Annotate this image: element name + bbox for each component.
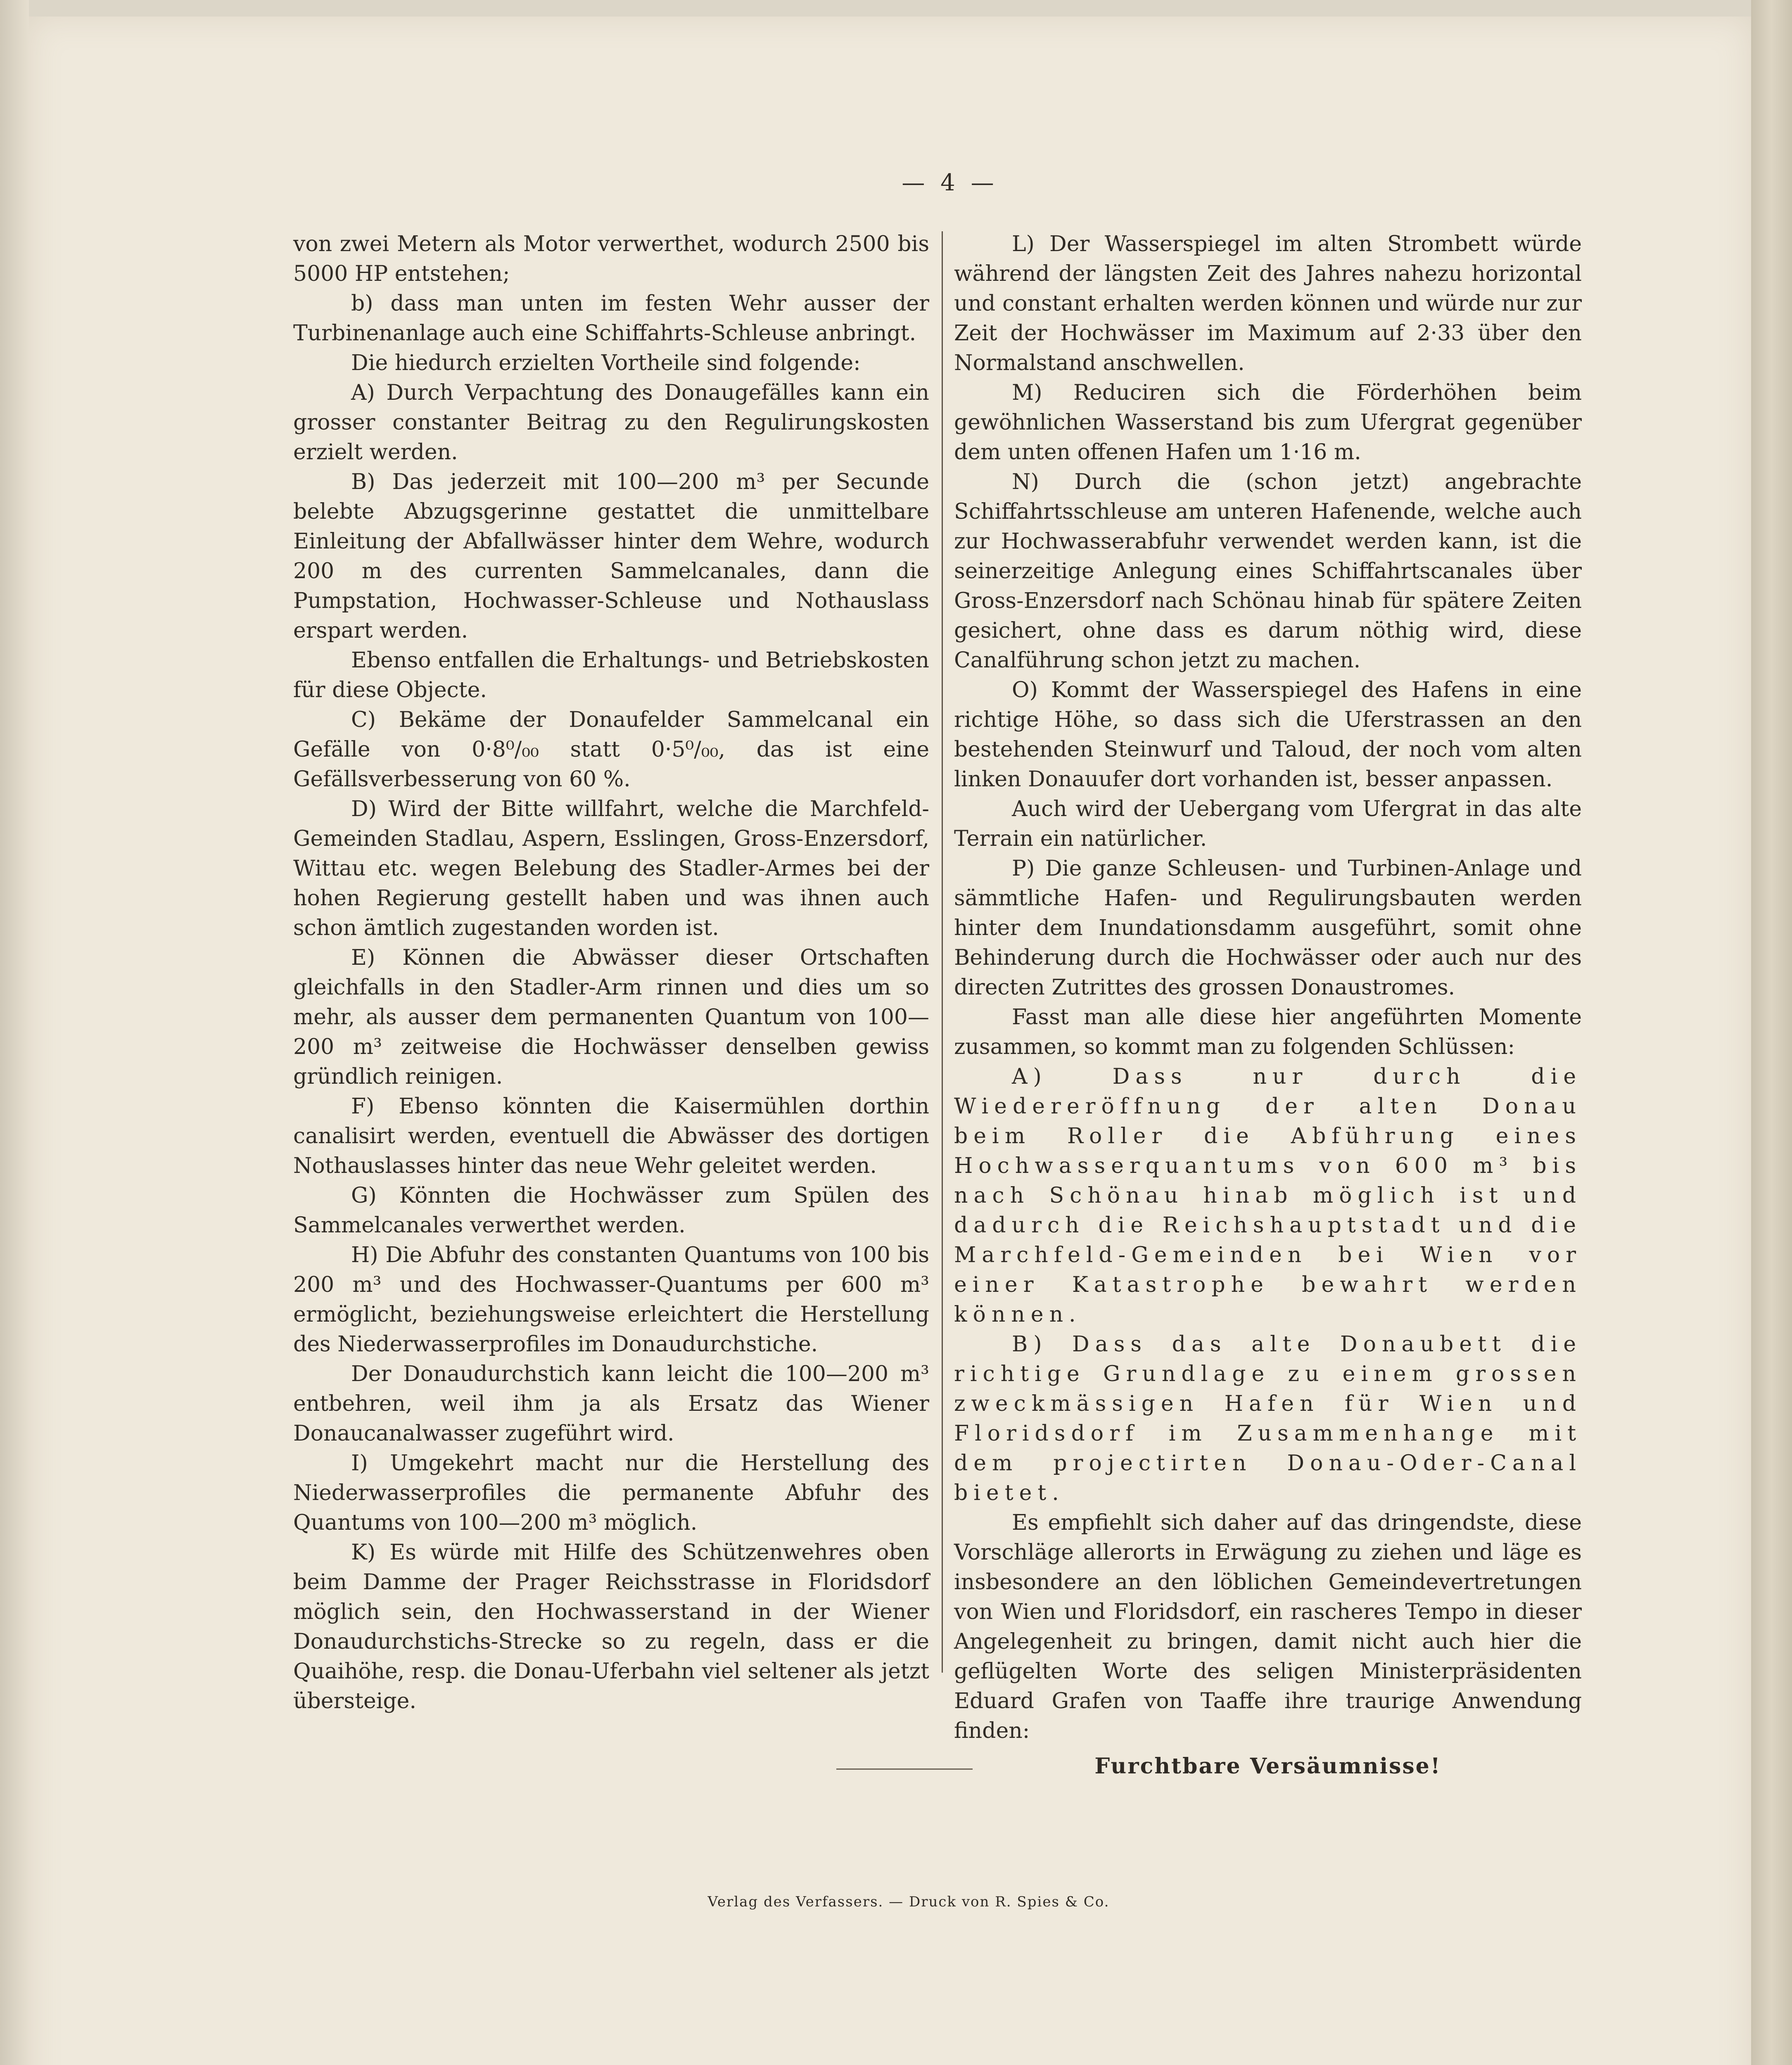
paragraph: B) Das jederzeit mit 100—200 m³ per Secunde belebte Abzugsgerinne gestattet die unmittelbare Einleitung der Abfallwässer hinter dem Wehre, wodurch 200 m des currenten Sammelcanales, dann die Pumpstation, Hochwasser-Schleuse und Nothauslass erspart werden. — [293, 470, 929, 643]
paragraph: N) Durch die (schon jetzt) angebrachte Schiffahrtsschleuse am unteren Hafenende, welche auch zur Hochwasserabfuhr verwendet werden kann, ist die seinerzeitige Anlegung eines Schiffahrtscanales über Gross-Enzersdorf nach Schönau hinab für spätere Zeiten gesichert, ohne dass es darum nöthig wird, diese Canalführung schon jetzt zu machen. — [954, 470, 1582, 673]
paragraph: K) Es würde mit Hilfe des Schützenwehres oben beim Damme der Prager Reichsstrasse in Floridsdorf möglich sein, den Hochwasserstand in der Wiener Donaudurchstichs-Strecke so zu regeln, dass er die Quaihöhe, resp. die Donau-Uferbahn viel seltener als jetzt übersteige. — [293, 1540, 929, 1714]
left-column — [293, 229, 929, 1716]
paragraph: P) Die ganze Schleusen- und Turbinen-Anlage und sämmtliche Hafen- und Regulirungsbauten werden hinter dem Inundationsdamm ausgeführt, somit ohne Behinderung durch die Hochwässer oder auch nur des directen Zutrittes des grossen Donaustromes. — [954, 856, 1582, 1000]
paragraph: L) Der Wasserspiegel im alten Strombett würde während der längsten Zeit des Jahres nahezu horizontal und constant erhalten werden können und würde nur zur Zeit der Hochwässer im Maximum auf 2·33 über den Normalstand anschwellen. — [954, 232, 1582, 375]
imprint: Verlag des Verfassers. — Druck von R. Spies & Co. — [707, 1894, 1110, 1910]
binding-shadow — [0, 0, 29, 2065]
paragraph: Ebenso entfallen die Erhaltungs- und Betriebskosten für diese Objecte. — [293, 648, 929, 703]
paragraph: Fasst man alle diese hier angeführten Momente zusammen, so kommt man zu folgenden Schlüssen: — [954, 1005, 1582, 1059]
paragraph: G) Könnten die Hochwässer zum Spülen des Sammelcanales verwerthet werden. — [293, 1183, 929, 1238]
separator-rule — [836, 1768, 973, 1770]
right-column — [954, 229, 1582, 1781]
closing-exclamation: Furchtbare Versäumnisse! — [1094, 1754, 1441, 1779]
paragraph: H) Die Abfuhr des constanten Quantums von 100 bis 200 m³ und des Hochwasser-Quantums per 600 m³ ermöglicht, beziehungsweise erleichtert die Herstellung des Niederwasserprofiles im Donaudurchstiche. — [293, 1243, 929, 1357]
column-divider — [942, 231, 943, 1673]
paragraph: Es empfiehlt sich daher auf das dringendste, diese Vorschläge allerorts in Erwägung zu ziehen und läge es insbesondere an den löblichen Gemeindevertretungen von Wien und Floridsdorf, ein rascheres Tempo in dieser Angelegenheit zu bringen, damit nicht auch hier die geflügelten Worte des seligen Ministerpräsidenten Eduard Grafen von Taaffe ihre traurige Anwendung finden: — [954, 1510, 1582, 1743]
paragraph: von zwei Metern als Motor verwerthet, wodurch 2500 bis 5000 HP entstehen; — [293, 232, 929, 286]
paragraph: D) Wird der Bitte willfahrt, welche die Marchfeld-Gemeinden Stadlau, Aspern, Esslingen, Gross-Enzersdorf, Wittau etc. wegen Belebung des Stadler-Armes bei der hohen Regierung gestellt haben und was ihnen auch schon ämtlich zugestanden worden ist. — [293, 797, 929, 940]
page-number: — 4 — — [902, 169, 998, 196]
paragraph: I) Umgekehrt macht nur die Herstellung des Niederwasserprofiles die permanente Abfuhr des Quantums von 100—200 m³ möglich. — [293, 1451, 929, 1535]
paragraph: C) Bekäme der Donaufelder Sammelcanal ein Gefälle von 0·8⁰/₀₀ statt 0·5⁰/₀₀, das ist eine Gefällsverbesserung von 60 %. — [293, 707, 929, 792]
paragraph: O) Kommt der Wasserspiegel des Hafens in eine richtige Höhe, so dass sich die Uferstrassen an den bestehenden Steinwurf und Taloud, der noch vom alten linken Donauufer dort vorhanden ist, besser anpassen. — [954, 678, 1582, 792]
next-page-edge — [1751, 0, 1792, 2065]
paragraph: A) Durch Verpachtung des Donaugefälles kann ein grosser constanter Beitrag zu den Regulirungskosten erzielt werden. — [293, 380, 929, 465]
paragraph: Auch wird der Uebergang vom Ufergrat in das alte Terrain ein natürlicher. — [954, 797, 1582, 851]
paragraph: b) dass man unten im festen Wehr ausser der Turbinenanlage auch eine Schiffahrts-Schleuse anbringt. — [293, 291, 929, 346]
paragraph: E) Können die Abwässer dieser Ortschaften gleichfalls in den Stadler-Arm rinnen und dies um so mehr, als ausser dem permanenten Quantum von 100—200 m³ zeitweise die Hochwässer denselben gewiss gründlich reinigen. — [293, 945, 929, 1089]
paragraph: Der Donaudurchstich kann leicht die 100—200 m³ entbehren, weil ihm ja als Ersatz das Wiener Donaucanalwasser zugeführt wird. — [293, 1362, 929, 1446]
paragraph: M) Reduciren sich die Förderhöhen beim gewöhnlichen Wasserstand bis zum Ufergrat gegenüber dem unten offenen Hafen um 1·16 m. — [954, 380, 1582, 465]
conclusion-paragraph: B) Dass das alte Donaubett die richtige Grundlage zu einem grossen zweckmässigen Hafen für Wien und Floridsdorf im Zusammenhange mit dem projectirten Donau-Oder-Canal bietet. — [954, 1332, 1582, 1505]
paragraph: F) Ebenso könnten die Kaisermühlen dorthin canalisirt werden, eventuell die Abwässer des dortigen Nothauslasses hinter das neue Wehr geleitet werden. — [293, 1094, 929, 1178]
conclusion-paragraph: A) Dass nur durch die Wiedereröffnung der alten Donau beim Roller die Abführung eines Hochwasserquantums von 600 m³ bis nach Schönau hinab möglich ist und dadurch die Reichshauptstadt und die Marchfeld-Gemeinden bei Wien vor einer Katastrophe bewahrt werden können. — [954, 1064, 1582, 1327]
paragraph: Die hiedurch erzielten Vortheile sind folgende: — [351, 351, 861, 375]
